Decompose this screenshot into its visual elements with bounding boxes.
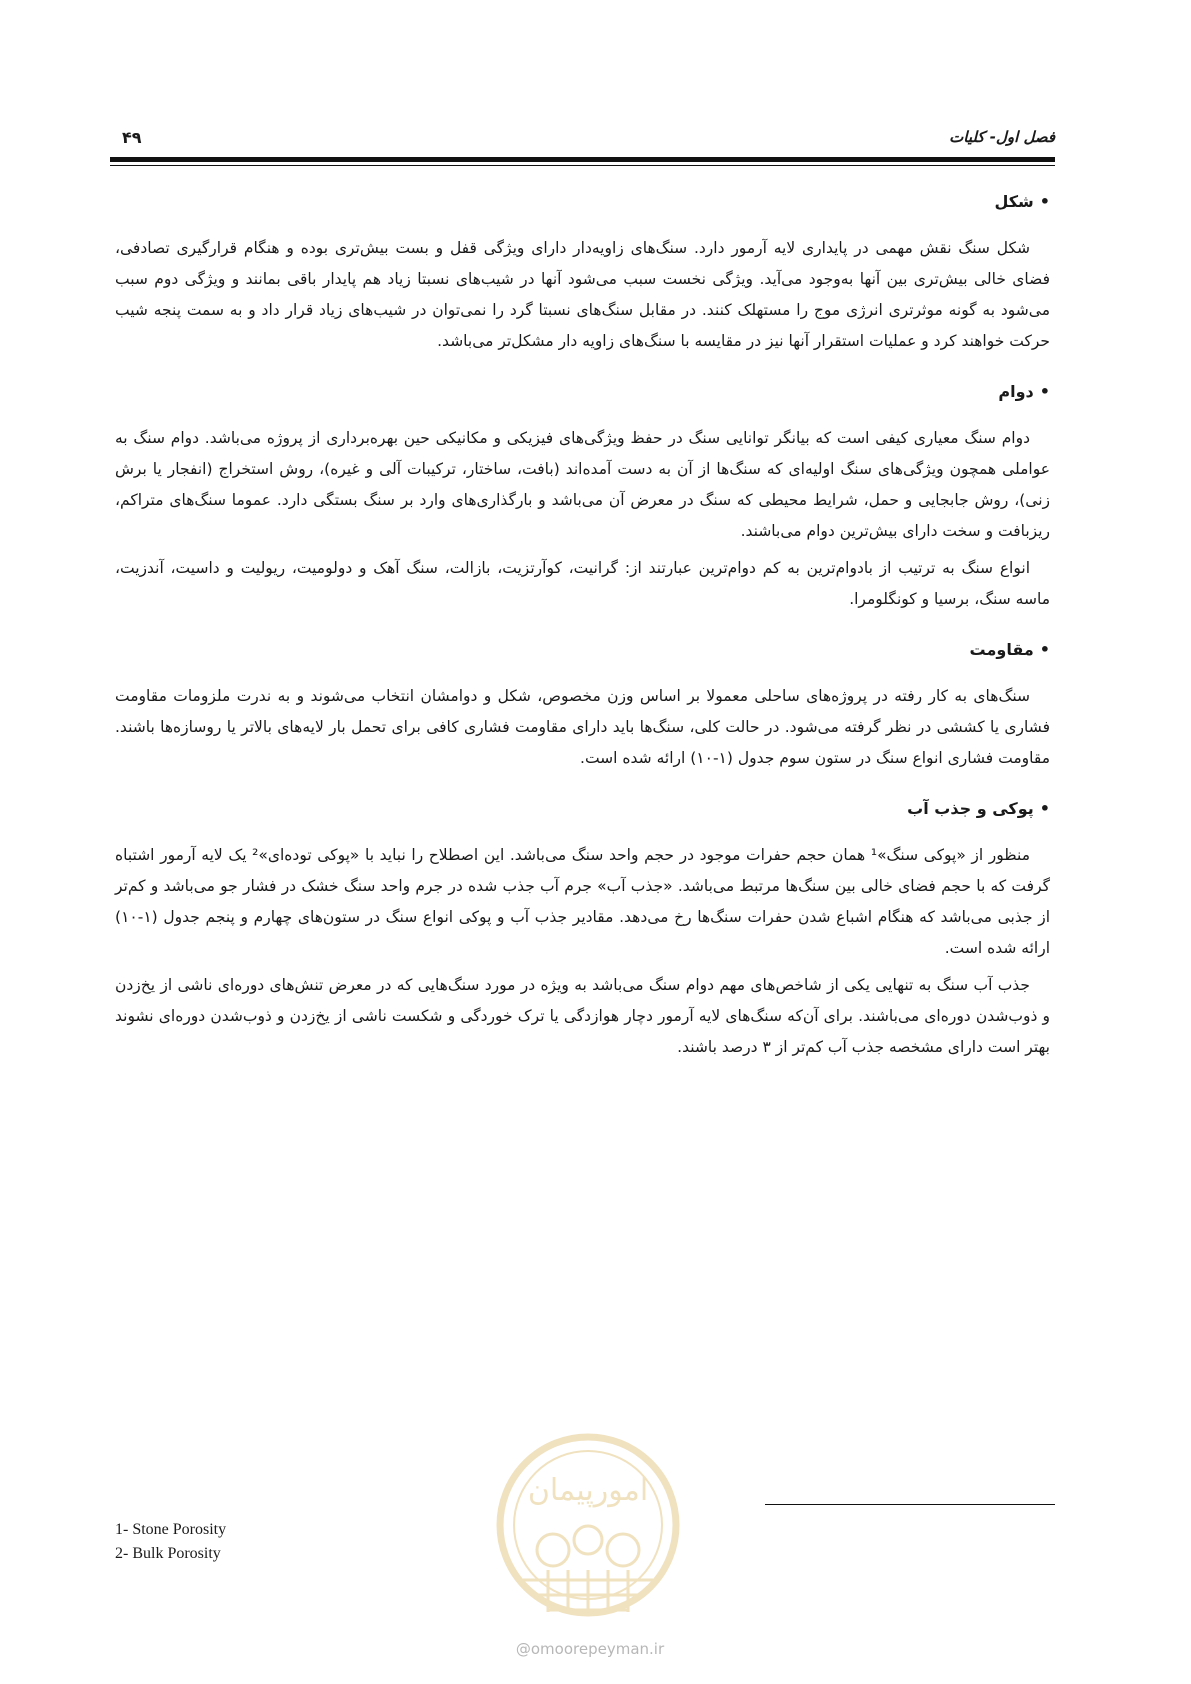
watermark-url: @omoorepeyman.ir bbox=[515, 1640, 665, 1658]
section-heading: •پوکی و جذب آب bbox=[907, 799, 1050, 818]
bullet-icon: • bbox=[1039, 640, 1050, 659]
page-header bbox=[110, 128, 1055, 156]
footnotes bbox=[115, 1518, 226, 1566]
bullet-icon: • bbox=[1039, 192, 1050, 211]
section-durability bbox=[115, 375, 1050, 615]
header-rule-thin bbox=[110, 165, 1055, 166]
watermark-logo bbox=[478, 1430, 698, 1630]
paragraph: منظور از «پوکی سنگ»¹ همان حجم حفرات موجود در حجم واحد سنگ می‌باشد. این اصطلاح را نباید با «پوکی توده‌ای»² یک لایه آرمور اشتباه گرفت که با حجم فضای خالی بین سنگ‌ها مرتبط می‌باشد. «جذب آب» جرم آب جذب شده در جرم واحد سنگ خشک در فشار جو می‌باشد و کم‌تر از جذبی می‌باشد که هنگام اشباع شدن حفرات سنگ‌ها رخ می‌دهد. مقادیر جذب آب و پوکی انواع سنگ در ستون‌های چهارم و پنجم جدول (۱-۱۰) ارائه شده است. bbox=[115, 846, 1050, 957]
paragraph: سنگ‌های به کار رفته در پروژه‌های ساحلی معمولا بر اساس وزن مخصوص، شکل و دوامشان انتخاب می‌شوند و به ندرت ملزومات مقاومت فشاری یا کششی در نظر گرفته می‌شود. در حالت کلی، سنگ‌ها باید دارای مقاومت فشاری کافی برای تحمل بار لایه‌های بالاتر یا روسازه‌ها باشند. مقاومت فشاری انواع سنگ در ستون سوم جدول (۱-۱۰) ارائه شده است. bbox=[115, 687, 1050, 767]
chapter-title: فصل اول- کلیات bbox=[949, 128, 1055, 146]
paragraph: دوام سنگ معیاری کیفی است که بیانگر توانایی سنگ در حفظ ویژگی‌های فیزیکی و مکانیکی حین بهره‌برداری از پروژه می‌باشد. دوام سنگ به عواملی همچون ویژگی‌های سنگ اولیه‌ای که سنگ‌ها از آن به دست آمده‌اند (بافت، ساختار، ترکیبات آلی و غیره)، روش استخراج (انفجار یا برش زنی)، روش جابجایی و حمل، شرایط محیطی که سنگ در معرض آن می‌باشد و بارگذاری‌های وارد بر سنگ بستگی دارد. عموما سنگ‌های متراکم، ریزبافت و سخت دارای بیش‌ترین دوام می‌باشند. bbox=[115, 429, 1050, 540]
section-shape bbox=[115, 185, 1050, 357]
bullet-icon: • bbox=[1039, 799, 1050, 818]
paragraph: شکل سنگ نقش مهمی در پایداری لایه آرمور دارد. سنگ‌های زاویه‌دار دارای ویژگی قفل و بست بیش‌تری بوده و هنگام قرارگیری تصادفی، فضای خالی بیش‌تری بین آنها به‌وجود می‌آید. ویژگی نخست سبب می‌شود آنها در شیب‌های نسبتا زیاد هم پایدار باقی بمانند و ویژگی دوم سبب می‌شود به گونه موثرتری انرژی موج را مستهلک کنند. در مقابل سنگ‌های نسبتا گرد را نمی‌توان در شیب‌های زیاد قرار داد و به سمت پنجه شیب حرکت خواهند کرد و عملیات استقرار آنها نیز در مقایسه با سنگ‌های زاویه دار مشکل‌تر می‌باشد. bbox=[115, 239, 1050, 350]
header-rule-thick bbox=[110, 157, 1055, 162]
section-strength bbox=[115, 633, 1050, 774]
section-heading: •شکل bbox=[994, 192, 1050, 211]
section-porosity-absorption bbox=[115, 792, 1050, 1063]
section-heading: •مقاومت bbox=[969, 640, 1050, 659]
footnote-rule bbox=[765, 1504, 1055, 1505]
page-body bbox=[115, 185, 1050, 1081]
page-number: ۴۹ bbox=[122, 128, 142, 147]
section-heading: •دوام bbox=[998, 382, 1050, 401]
bullet-icon: • bbox=[1039, 382, 1050, 401]
seal-icon bbox=[478, 1430, 698, 1630]
footnote-item: 1- Stone Porosity bbox=[115, 1521, 227, 1538]
svg-text:امورپیمان: امورپیمان bbox=[527, 1473, 649, 1508]
footnote-item: 2- Bulk Porosity bbox=[115, 1545, 221, 1562]
paragraph: جذب آب سنگ به تنهایی یکی از شاخص‌های مهم دوام سنگ می‌باشد به ویژه در مورد سنگ‌هایی که در معرض تنش‌های دوره‌ای ناشی از یخ‌زدن و ذوب‌شدن دوره‌ای می‌باشند. برای آن‌که سنگ‌های لایه آرمور دچار هوازدگی یا ترک خوردگی و شکست ناشی از یخ‌زدن و ذوب‌شدن دوره‌ای نشوند بهتر است دارای مشخصه جذب آب کم‌تر از ۳ درصد باشند. bbox=[115, 976, 1050, 1056]
paragraph: انواع سنگ به ترتیب از بادوام‌ترین به کم دوام‌ترین عبارتند از: گرانیت، کوآرتزیت، بازالت، سنگ آهک و دولومیت، ریولیت و داسیت، آندزیت، ماسه سنگ، برسیا و کونگلومرا. bbox=[115, 559, 1050, 608]
